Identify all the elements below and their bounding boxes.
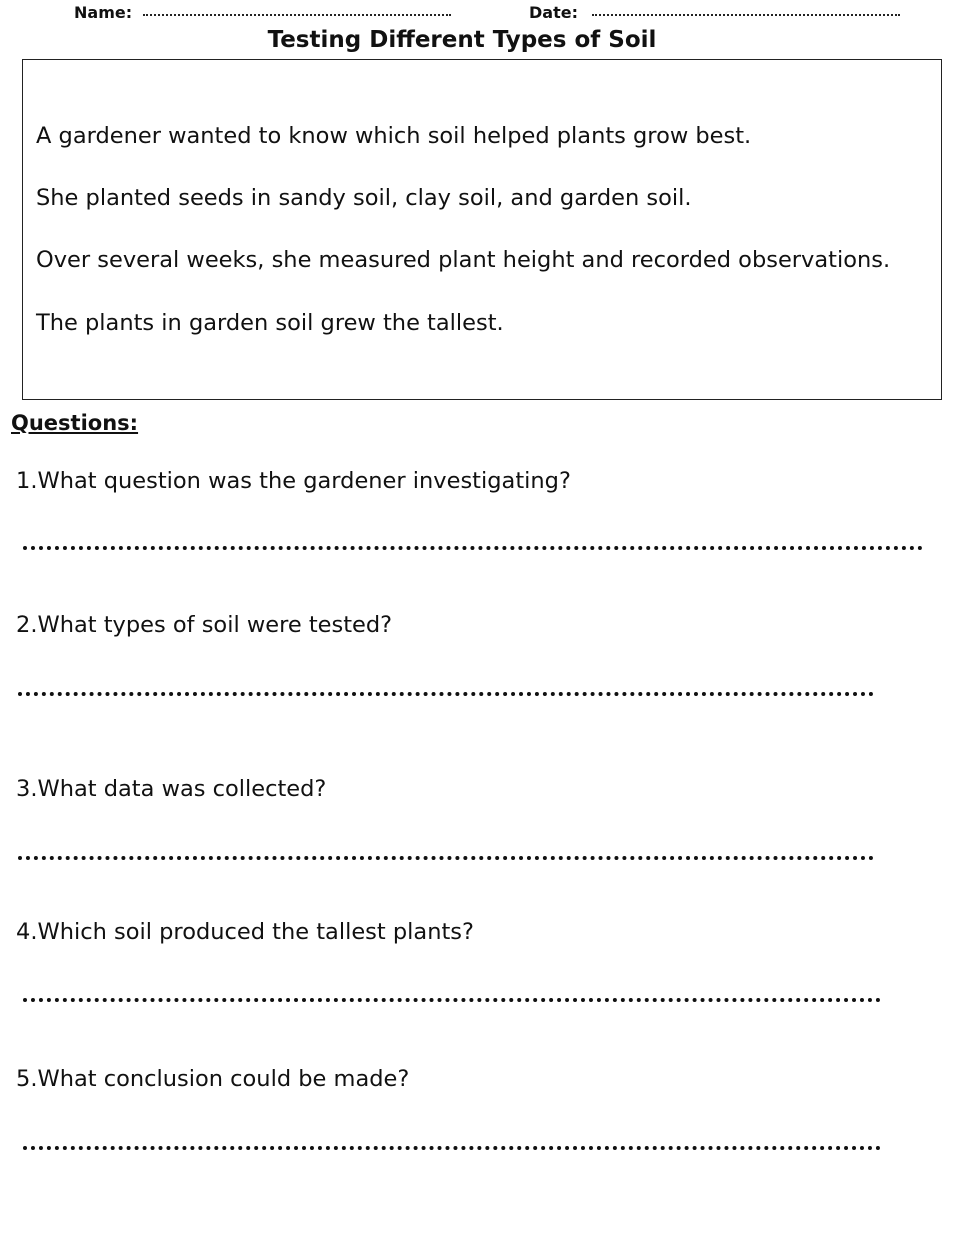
questions-heading: Questions: <box>11 411 139 435</box>
passage-line: The plants in garden soil grew the tallest. <box>36 310 504 336</box>
answer-line-4[interactable] <box>23 998 881 1002</box>
question-5: 5.What conclusion could be made? <box>16 1066 410 1092</box>
question-4: 4.Which soil produced the tallest plants? <box>16 919 474 945</box>
passage-line: She planted seeds in sandy soil, clay soil, and garden soil. <box>36 185 692 211</box>
date-field[interactable] <box>592 14 900 16</box>
passage-line: A gardener wanted to know which soil helped plants grow best. <box>36 123 752 149</box>
passage-line: Over several weeks, she measured plant height and recorded observations. <box>36 247 891 273</box>
question-1: 1.What question was the gardener investigating? <box>16 468 571 494</box>
answer-line-2[interactable] <box>18 692 874 696</box>
name-label: Name: <box>74 3 133 22</box>
date-label: Date: <box>529 3 578 22</box>
answer-line-3[interactable] <box>18 856 874 860</box>
question-2: 2.What types of soil were tested? <box>16 612 393 638</box>
answer-line-1[interactable] <box>23 546 923 550</box>
question-3: 3.What data was collected? <box>16 776 327 802</box>
answer-line-5[interactable] <box>23 1146 881 1150</box>
worksheet-title: Testing Different Types of Soil <box>267 27 657 53</box>
name-field[interactable] <box>143 14 451 16</box>
passage-box <box>22 59 942 400</box>
